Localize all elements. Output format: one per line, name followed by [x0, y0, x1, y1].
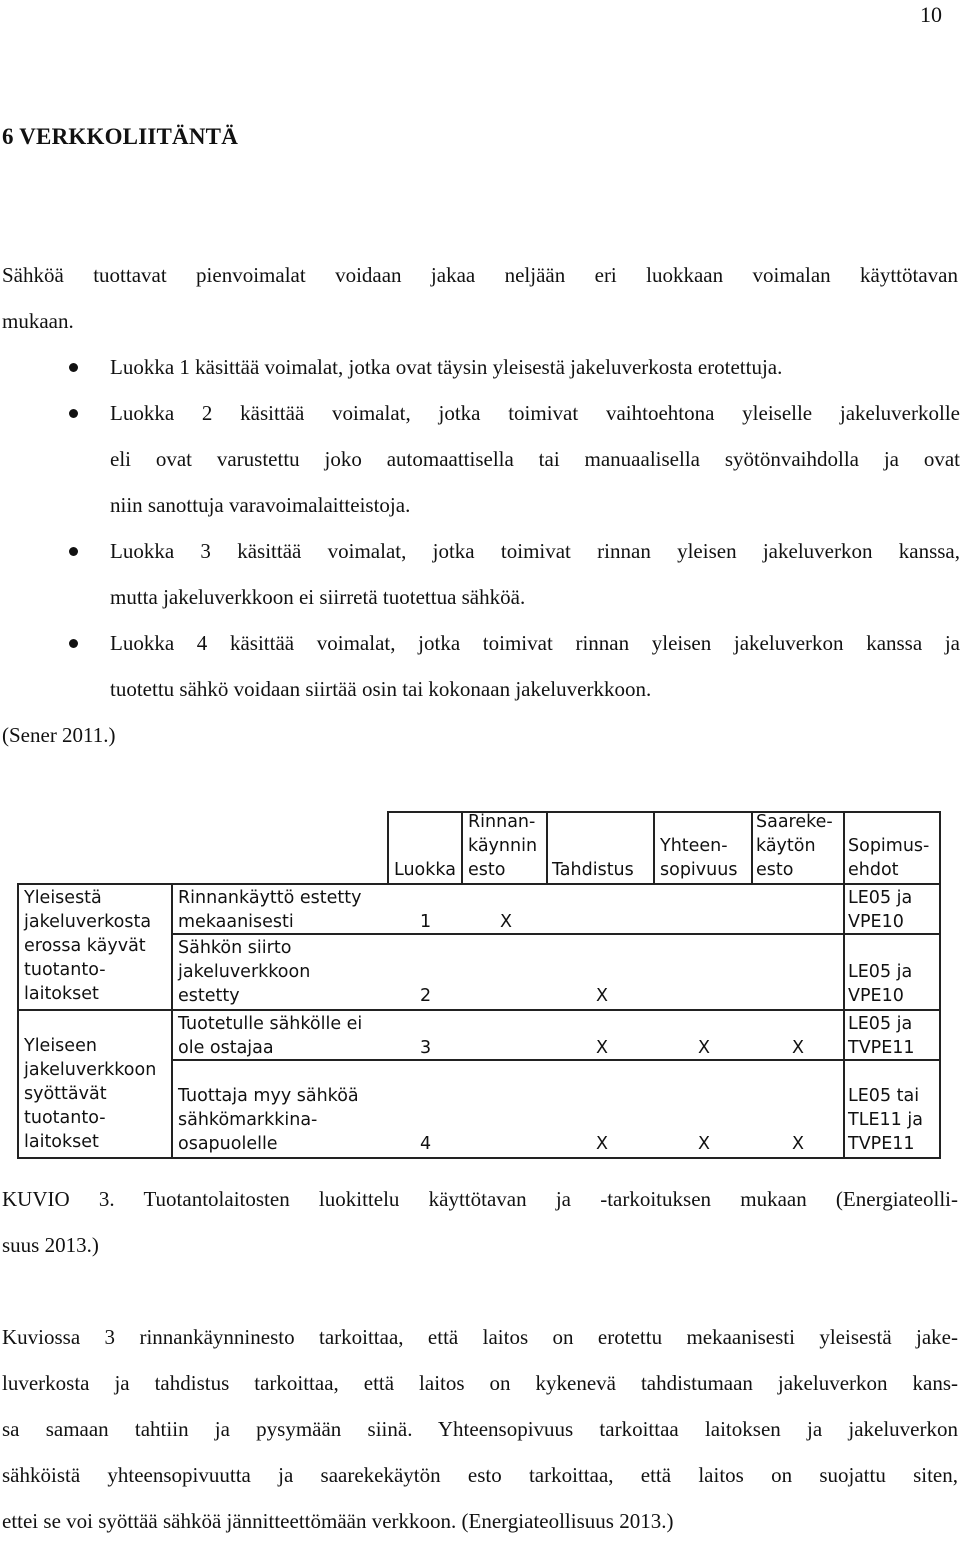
- bullet-text: [110, 390, 960, 528]
- row-description: Tuottaja myy sähköä sähkömarkkina- osapuolelle: [178, 1086, 359, 1154]
- body-line: ettei se voi syöttää sähköä jännitteettömään verkkoon. (Energiateollisuus 2013.): [2, 1509, 674, 1533]
- intro-paragraph: [2, 252, 958, 344]
- cell-tahdistus: X: [596, 1134, 608, 1154]
- bullet-line: Luokka 4 käsittää voimalat, jotka toimivat rinnan yleisen jakeluverkon kanssa ja: [110, 631, 960, 655]
- intro-line: mukaan.: [2, 309, 74, 333]
- bullet-line: Luokka 2 käsittää voimalat, jotka toimivat vaihtoehtona yleiselle jakeluverkolle: [110, 401, 960, 425]
- cell-saarekekaytoon-esto: X: [792, 1038, 804, 1058]
- body-line: sa samaan tahtiin ja pysymään siinä. Yhteensopivuus tarkoittaa laitoksen ja jakeluverkon: [2, 1417, 958, 1441]
- bullet-dot: [69, 409, 78, 418]
- bullet-line: niin sanottuja varavoimalaitteistoja.: [110, 493, 411, 517]
- bullet-text: [110, 344, 960, 390]
- row-description: Tuotetulle sähkölle ei ole ostajaa: [178, 1014, 363, 1058]
- cell-sopimusehdot: LE05 ja VPE10: [848, 962, 913, 1006]
- cell-tahdistus: X: [596, 986, 608, 1006]
- body-paragraph: [2, 1314, 958, 1544]
- bullet-text: [110, 620, 960, 712]
- cell-sopimusehdot: LE05 ja VPE10: [848, 888, 913, 932]
- group-label: Yleiseen jakeluverkkoon syöttävät tuotanto- laitokset: [24, 1036, 157, 1152]
- row-class-number: 1: [420, 912, 432, 932]
- group-label: Yleisestä jakeluverkosta erossa käyvät tuotanto- laitokset: [24, 888, 152, 1004]
- bullet-line: Luokka 3 käsittää voimalat, jotka toimivat rinnan yleisen jakeluverkon kanssa,: [110, 539, 960, 563]
- row-class-number: 4: [420, 1134, 432, 1154]
- cell-tahdistus: X: [596, 1038, 608, 1058]
- caption-line: KUVIO 3. Tuotantolaitosten luokittelu käyttötavan ja -tarkoituksen mukaan (Energiateolli-: [2, 1187, 958, 1211]
- cell-rinnankaynnin-esto: X: [500, 912, 512, 932]
- row-description: Sähkön siirto jakeluverkkoon estetty: [178, 938, 311, 1006]
- bullet-dot: [69, 363, 78, 372]
- bullet-dot: [69, 547, 78, 556]
- row-description: Rinnankäyttö estetty mekaanisesti: [178, 888, 362, 932]
- source-citation: (Sener 2011.): [2, 723, 116, 747]
- header-yhteensopivuus: Yhteen- sopivuus: [660, 836, 738, 880]
- bullet-text: [110, 528, 960, 620]
- section-heading: 6 VERKKOLIITÄNTÄ: [2, 124, 239, 149]
- cell-yhteensopivuus: X: [698, 1038, 710, 1058]
- page-number: 10: [920, 2, 942, 27]
- bullet-dot: [69, 639, 78, 648]
- classification-figure: [16, 810, 942, 1162]
- figure-caption: [2, 1176, 958, 1268]
- cell-yhteensopivuus: X: [698, 1134, 710, 1154]
- cell-saarekekaytoon-esto: X: [792, 1134, 804, 1154]
- cell-sopimusehdot: LE05 ja TVPE11: [848, 1014, 915, 1058]
- header-rinnankaynnin-esto: Rinnan- käynnin esto: [468, 812, 538, 880]
- header-tahdistus: Tahdistus: [552, 860, 634, 880]
- header-luokka: Luokka: [394, 860, 456, 880]
- caption-line: suus 2013.): [2, 1233, 99, 1257]
- body-line: sähköistä yhteensopivuutta ja saarekekäytön esto tarkoittaa, että laitos on suojattu siten,: [2, 1463, 958, 1487]
- body-line: Kuviossa 3 rinnankäynninesto tarkoittaa, että laitos on erotettu mekaanisesti yleisestä jake-: [2, 1325, 958, 1349]
- cell-sopimusehdot: LE05 tai TLE11 ja TVPE11: [848, 1086, 923, 1154]
- body-line: luverkosta ja tahdistus tarkoittaa, että laitos on kykenevä tahdistumaan jakeluverkon kans-: [2, 1371, 958, 1395]
- bullet-line: Luokka 1 käsittää voimalat, jotka ovat täysin yleisestä jakeluverkosta erotettuja.: [110, 355, 783, 379]
- header-sopimusehdot: Sopimus- ehdot: [848, 836, 930, 880]
- row-class-number: 2: [420, 986, 432, 1006]
- row-class-number: 3: [420, 1038, 432, 1058]
- header-saarekekaytoon-esto: Saareke- käytön esto: [756, 812, 833, 880]
- body-frame: [18, 884, 940, 1158]
- intro-line: Sähköä tuottavat pienvoimalat voidaan jakaa neljään eri luokkaan voimalan käyttötavan: [2, 263, 958, 287]
- bullet-line: tuotettu sähkö voidaan siirtää osin tai kokonaan jakeluverkkoon.: [110, 677, 652, 701]
- bullet-line: mutta jakeluverkkoon ei siirretä tuotettua sähköä.: [110, 585, 526, 609]
- bullet-line: eli ovat varustettu joko automaattisella tai manuaalisella syötönvaihdolla ja ovat: [110, 447, 960, 471]
